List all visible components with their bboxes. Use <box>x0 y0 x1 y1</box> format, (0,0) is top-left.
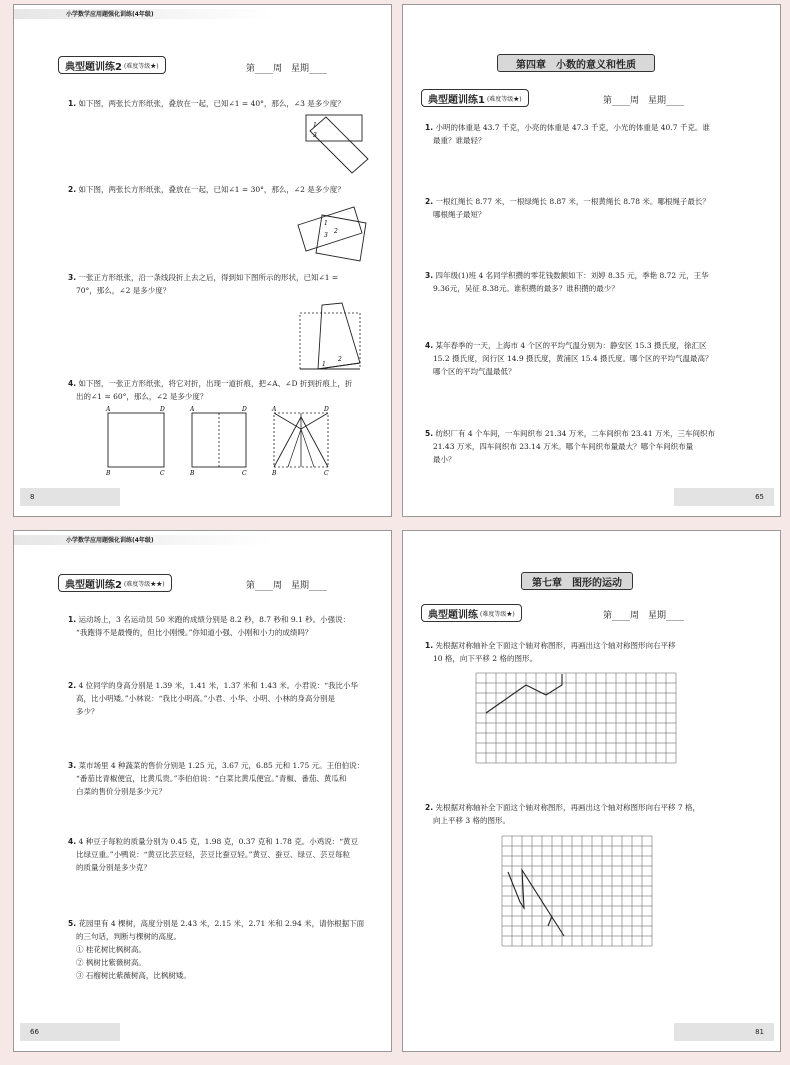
page-81 <box>402 530 781 1052</box>
grid-lines <box>476 673 676 763</box>
question-4 <box>68 377 378 403</box>
question-number: 1. <box>68 99 77 108</box>
corner-label-a: A <box>272 406 277 413</box>
week-label: 第____周 星期____ <box>603 611 685 621</box>
week-label: 第____周 星期____ <box>246 581 328 591</box>
question-text-line-1: 小明的体重是 43.7 千克，小亮的体重是 47.3 千克，小光的体重是 40.7 千克。谁 <box>435 123 710 132</box>
corner-label-b: B <box>272 470 277 477</box>
question-text-line-1: 4 种豆子每粒的质量分别为 0.45 克，1.98 克，0.37 克和 1.78 克。小鸡说：“黄豆 <box>78 837 359 846</box>
section-title <box>421 604 522 622</box>
question-text-line-1: 一张正方形纸张，沿一条线段折上去之后，得到如下图所示的形状，已知∠1 = <box>78 273 339 282</box>
question-2 <box>68 183 378 196</box>
section-title-main: 典型题训练1 <box>428 94 485 106</box>
angle-label-3: 3 <box>313 132 317 139</box>
question-3 <box>68 271 378 297</box>
question-number: 4. <box>425 341 434 350</box>
corner-label-c: C <box>242 470 247 477</box>
figure-q4-folding-steps <box>98 407 338 479</box>
page-65 <box>402 4 781 517</box>
question-2 <box>425 195 745 221</box>
half-figure-q1 <box>486 674 562 713</box>
question-text-line-1: 一根红绳长 8.77 米，一根绿绳长 8.87 米，一根黄绳长 8.78 米。哪根绳子最长？ <box>435 197 710 206</box>
question-text-line-2: 9.36元，吴征 8.38元。谁积攒的最多？谁积攒的最少？ <box>433 284 619 293</box>
angle-label-1: 1 <box>313 122 317 129</box>
question-text-line-1: 运动场上，3 名运动员 50 米跑的成绩分别是 8.2 秒，8.7 秒和 9.1 秒。小强说： <box>78 615 351 624</box>
question-text-line-3: 白菜的售价分别是多少元？ <box>76 787 166 796</box>
question-text-line-1: 菜市场里 4 种蔬菜的售价分别是 1.25 元，3.67 元，6.85 元和 1.75 元。王伯伯说： <box>78 761 365 770</box>
corner-label-c: C <box>324 470 329 477</box>
fold-line-left <box>274 413 301 429</box>
page-number: 81 <box>674 1023 774 1041</box>
question-text-line-2: “番茄比青椒便宜，比黄瓜贵。”李伯伯说：“白菜比黄瓜便宜。”青椒、番茄、黄瓜和 <box>76 774 347 783</box>
original-square <box>300 313 360 369</box>
question-1 <box>425 121 745 147</box>
question-number: 3. <box>68 761 77 770</box>
section-title-main: 典型题训练2 <box>65 61 122 73</box>
section-title-main: 典型题训练2 <box>65 579 122 591</box>
figure-stroke <box>548 916 552 926</box>
corner-label-a: A <box>106 406 111 413</box>
question-text-line-2: 70°，那么，∠2 是多少度？ <box>76 286 171 295</box>
corner-label-a: A <box>190 406 195 413</box>
page-number: 66 <box>20 1023 120 1041</box>
question-text-line-2: 出的∠1 = 60°，那么，∠2 是多少度？ <box>76 392 208 401</box>
page-66 <box>13 530 392 1052</box>
week-label: 第____周 星期____ <box>603 96 685 106</box>
page-number: 8 <box>20 488 120 506</box>
figure-q2-rectangles <box>294 203 374 263</box>
fold-line-inner-left <box>288 429 301 467</box>
question-text-line-3: 的质量分别是多少克？ <box>76 863 151 872</box>
clue-3: ③ 石榴树比紫薇树高，比枫树矮。 <box>76 971 191 980</box>
question-number: 2. <box>68 185 77 194</box>
section-title-difficulty: (难度等级★) <box>123 62 159 70</box>
question-2 <box>425 801 745 827</box>
question-number: 1. <box>425 123 434 132</box>
section-title-difficulty: (难度等级★★) <box>123 580 165 588</box>
question-text-line-2: 最重？谁最轻？ <box>433 136 486 145</box>
clue-1: ① 桂花树比枫树高。 <box>76 945 146 954</box>
question-number: 3. <box>425 271 434 280</box>
figure-q1-rectangles <box>304 111 374 181</box>
book-header: 小学数学应用题强化训练(4年级) <box>66 537 154 544</box>
week-label: 第____周 星期____ <box>246 64 328 74</box>
section-title <box>58 56 166 74</box>
corner-label-c: C <box>160 470 165 477</box>
grid-q2 <box>502 836 652 948</box>
question-number: 1. <box>425 641 434 650</box>
fold-line-inner-right <box>301 429 314 467</box>
question-text-line-1: 四年级(1)班 4 名同学积攒的零花钱数额如下：刘婷 8.35 元，季艳 8.72 元，王华 <box>435 271 709 280</box>
question-text-line-1: 如下图，一张正方形纸张，将它对折，出现一道折痕，把∠A、∠D 折到折痕上，折 <box>78 379 353 388</box>
corner-label-b: B <box>190 470 195 477</box>
question-text-line-2: 15.2 摄氏度，闵行区 14.9 摄氏度，黄浦区 15.4 摄氏度。哪个区的平均气温最高？ <box>433 354 713 363</box>
section-title-difficulty: (难度等级★) <box>486 95 522 103</box>
question-number: 1. <box>68 615 77 624</box>
question-number: 2. <box>68 681 77 690</box>
question-2 <box>68 679 378 718</box>
section-title <box>58 574 172 592</box>
corner-label-d: D <box>160 406 165 413</box>
rectangle-2 <box>310 117 368 173</box>
rectangle-1 <box>298 207 362 251</box>
question-text-line-2: 21.43 万米，四车间织布 23.14 万米。哪个车间织布量最大？哪个车间织布量 <box>433 442 694 451</box>
question-text-line-2: “我跑得不是最慢的，但比小刚慢。”你知道小强、小刚和小力的成绩吗？ <box>76 628 313 637</box>
page-8 <box>13 4 392 517</box>
question-text-line-2: 10 格，向下平移 2 格的图形。 <box>433 654 537 663</box>
question-text-line-2: 哪根绳子最短？ <box>433 210 486 219</box>
question-number: 5. <box>68 919 77 928</box>
question-text-line-1: 4 位同学的身高分别是 1.39 米，1.41 米，1.37 米和 1.43 米。小君说：“我比小华 <box>78 681 359 690</box>
question-text-line-2: 比绿豆重。”小鸭说：“黄豆比芸豆轻，芸豆比蚕豆轻。”黄豆、蚕豆、绿豆、芸豆每粒 <box>76 850 351 859</box>
fold-line-right <box>301 413 328 429</box>
question-3 <box>68 759 378 798</box>
question-text-line-3: 多少？ <box>76 707 99 716</box>
clue-2: ② 枫树比紫薇树高。 <box>76 958 146 967</box>
question-text-line-1: 花园里有 4 棵树，高度分别是 2.43 米，2.15 米，2.71 米和 2.94 米，请你根据下面 <box>78 919 365 928</box>
chapter-title: 第四章 小数的意义和性质 <box>497 54 655 72</box>
question-1 <box>68 613 378 639</box>
question-number: 4. <box>68 837 77 846</box>
question-5 <box>68 917 378 982</box>
question-text-line-3: 最小？ <box>433 455 456 464</box>
question-number: 2. <box>425 803 434 812</box>
question-1 <box>425 639 745 665</box>
question-text-line-1: 纺织厂有 4 个车间，一车间织布 21.34 万米，二车间织布 23.41 万米，三车间织布 <box>435 429 715 438</box>
question-text: 如下图，两张长方形纸张，叠放在一起，已知∠1 = 30°，那么，∠2 是多少度？ <box>78 185 345 194</box>
grid-lines <box>502 836 652 946</box>
question-text-line-1: 某年春季的一天，上海市 4 个区的平均气温分别为：静安区 15.3 摄氏度，徐汇区 <box>435 341 707 350</box>
question-3 <box>425 269 745 295</box>
question-text-line-2: 向上平移 3 格的图形。 <box>433 816 511 825</box>
corner-label-d: D <box>324 406 329 413</box>
question-1 <box>68 97 378 110</box>
question-text-line-2: 的三句话，判断与棵树的高度。 <box>76 932 181 941</box>
question-text: 如下图，两张长方形纸张，叠放在一起，已知∠1 = 40°，那么，∠3 是多少度？ <box>78 99 345 108</box>
question-4 <box>425 339 745 378</box>
angle-label-1: 1 <box>324 220 328 227</box>
question-text-line-1: 先根据对称轴补全下面这个轴对称图形，再画出这个轴对称图形向右平移 7 格， <box>435 803 701 812</box>
question-4 <box>68 835 378 874</box>
angle-label-2: 2 <box>338 356 342 363</box>
question-number: 3. <box>68 273 77 282</box>
question-number: 2. <box>425 197 434 206</box>
chapter-title: 第七章 图形的运动 <box>521 572 633 590</box>
question-number: 4. <box>68 379 77 388</box>
figure-q3-folded-square <box>298 303 368 375</box>
corner-label-b: B <box>106 470 111 477</box>
page-number: 65 <box>674 488 774 506</box>
angle-label-2: 2 <box>334 228 338 235</box>
angle-label-1: 1 <box>322 361 326 368</box>
question-number: 5. <box>425 429 434 438</box>
book-header: 小学数学应用题强化训练(4年级) <box>66 11 154 18</box>
corner-label-d: D <box>242 406 247 413</box>
question-text-line-1: 先根据对称轴补全下面这个轴对称图形，再画出这个轴对称图形向右平移 <box>435 641 676 650</box>
question-text-line-3: 哪个区的平均气温最低？ <box>433 367 516 376</box>
question-text-line-2: 高，比小明矮。”小林说：“我比小明高。”小君、小华、小明、小林的身高分别是 <box>76 694 336 703</box>
section-title-difficulty: (难度等级★) <box>480 610 515 618</box>
angle-label-3: 3 <box>324 232 328 239</box>
question-5 <box>425 427 745 466</box>
grid-q1 <box>476 673 676 765</box>
section-title-main: 典型题训练 <box>428 609 478 621</box>
section-title <box>421 89 529 107</box>
square-step-1 <box>108 413 164 467</box>
